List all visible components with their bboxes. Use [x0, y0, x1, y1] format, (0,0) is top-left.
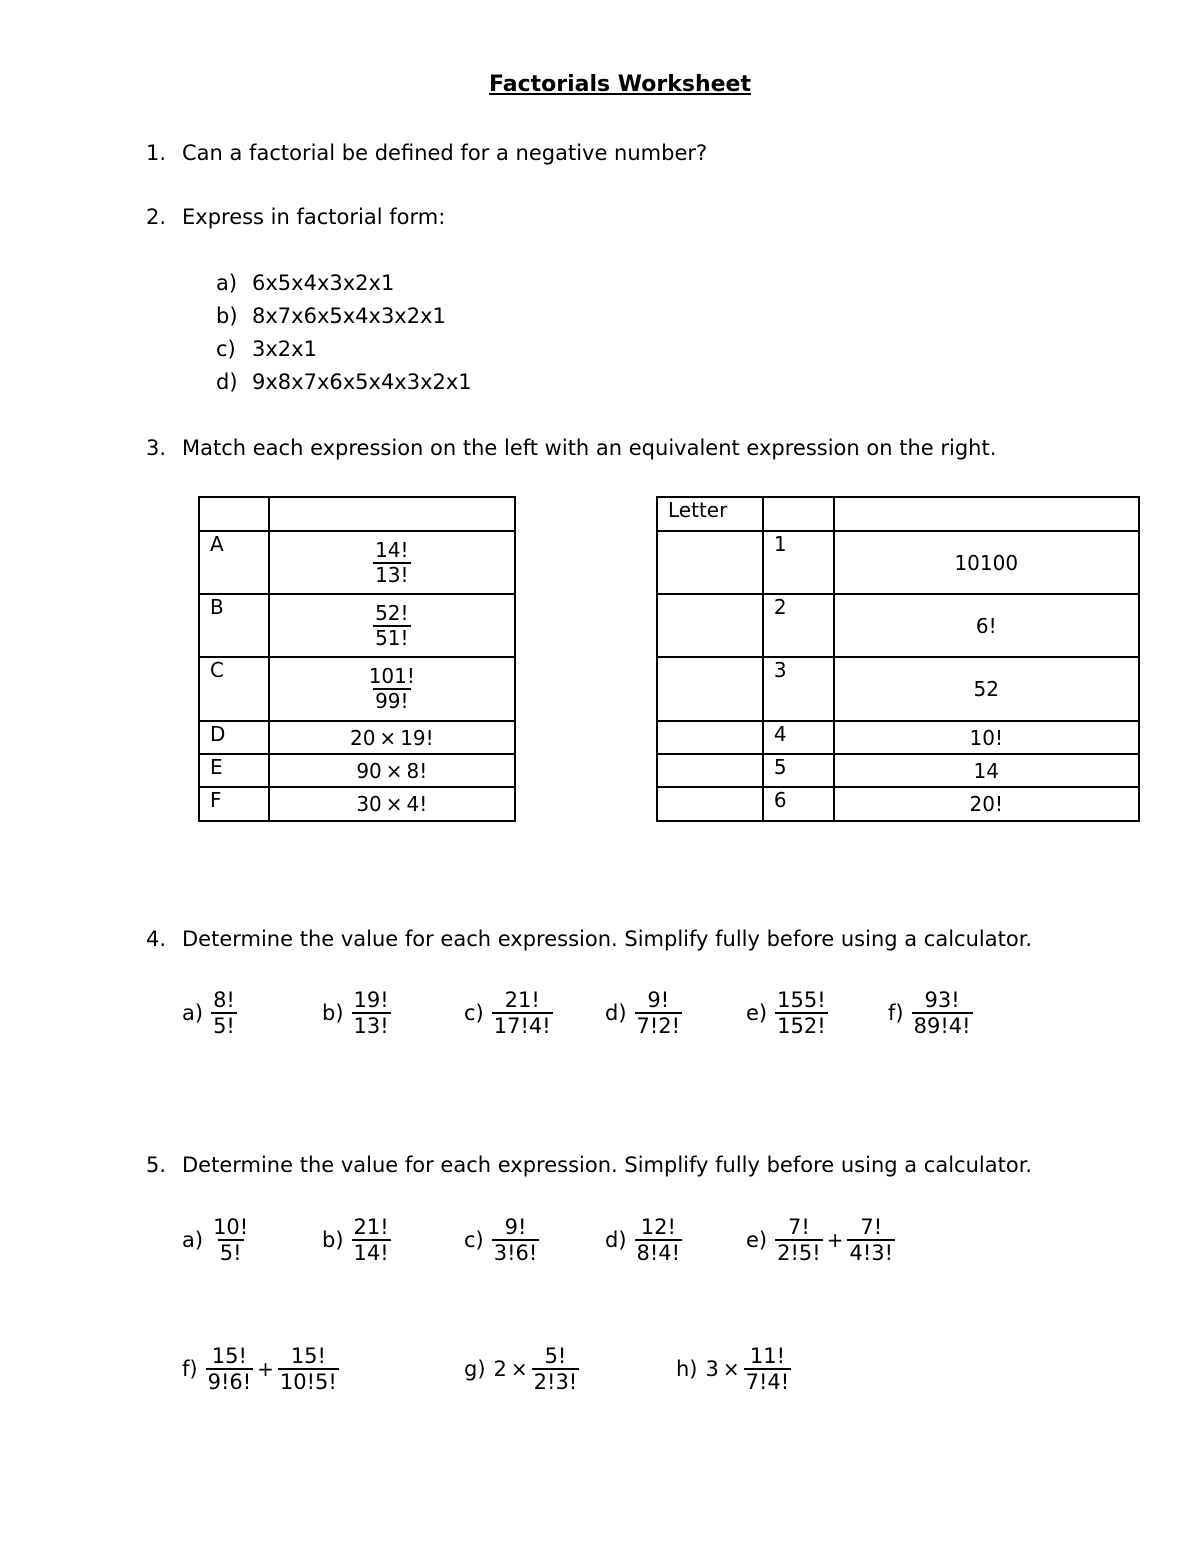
question-number: 3. — [146, 436, 167, 460]
denominator: 13! — [375, 562, 409, 587]
fraction — [211, 1215, 250, 1265]
q5-item — [676, 1344, 791, 1394]
numerator: 9! — [504, 1215, 527, 1239]
row-expression — [269, 787, 515, 821]
header-cell — [834, 497, 1139, 531]
numerator: 101! — [368, 664, 415, 688]
numerator: 5! — [544, 1344, 567, 1368]
answer-letter-cell[interactable] — [657, 531, 763, 594]
item-label: a) — [216, 271, 238, 295]
numerator: 11! — [749, 1344, 785, 1368]
denominator: 5! — [219, 1241, 242, 1266]
denominator: 89!4! — [913, 1014, 971, 1039]
factor: 4! — [406, 792, 428, 816]
item-label: b) — [322, 1228, 344, 1253]
table-row — [199, 657, 515, 721]
denominator: 9!6! — [207, 1370, 252, 1395]
numerator: 8! — [213, 988, 235, 1012]
row-expression — [269, 657, 515, 721]
fraction — [206, 1344, 254, 1394]
question-text: Can a factorial be defined for a negative number? — [182, 141, 708, 165]
item-label: b) — [216, 304, 238, 328]
row-value: 20! — [834, 787, 1139, 821]
item-label: a) — [182, 1001, 204, 1026]
answer-letter-cell[interactable] — [657, 594, 763, 657]
numerator: 9! — [647, 988, 670, 1012]
table-row — [199, 531, 515, 594]
denominator: 14! — [353, 1241, 389, 1266]
header-cell — [199, 497, 269, 531]
q4-item — [322, 988, 391, 1038]
times-sign: × — [510, 1357, 528, 1382]
table-row — [199, 721, 515, 754]
table-row — [657, 787, 1139, 821]
row-expression — [269, 754, 515, 787]
times-sign: × — [385, 792, 403, 816]
numerator: 19! — [353, 988, 389, 1012]
fraction — [367, 665, 417, 713]
item-label: d) — [605, 1001, 627, 1026]
numerator: 52! — [375, 600, 409, 625]
times-sign: × — [385, 758, 403, 783]
fraction — [352, 1215, 391, 1265]
row-value: 6! — [834, 594, 1139, 657]
question-text: Express in factorial form: — [182, 205, 446, 229]
left-match-table — [198, 496, 516, 822]
denominator: 2!3! — [533, 1370, 578, 1395]
question-number: 4. — [146, 927, 167, 951]
times-sign: × — [379, 725, 397, 750]
factor: 19! — [400, 725, 434, 750]
numerator: 93! — [924, 988, 960, 1012]
denominator: 99! — [375, 689, 409, 713]
fraction — [775, 988, 828, 1038]
item-label: c) — [464, 1228, 484, 1253]
numerator: 15! — [211, 1344, 247, 1368]
q5-item — [322, 1215, 391, 1265]
table-row — [199, 787, 515, 821]
factor: 30 — [356, 792, 382, 816]
item-label: b) — [322, 1001, 344, 1026]
row-number: 1 — [763, 531, 834, 594]
item-label: e) — [746, 1228, 768, 1253]
factor: 8! — [406, 758, 428, 783]
item-label: e) — [746, 1001, 768, 1026]
q5-item — [605, 1215, 682, 1265]
denominator: 51! — [375, 625, 409, 650]
numerator: 14! — [375, 537, 409, 562]
fraction — [373, 539, 410, 587]
denominator: 7!2! — [636, 1014, 681, 1039]
table-row — [199, 594, 515, 657]
row-expression — [269, 594, 515, 657]
table-row — [199, 754, 515, 787]
header-cell — [763, 497, 834, 531]
table-row — [657, 657, 1139, 721]
fraction — [492, 988, 553, 1038]
q4-item — [888, 988, 973, 1038]
answer-letter-cell[interactable] — [657, 721, 763, 754]
row-number: 5 — [763, 754, 834, 787]
question-1 — [146, 141, 707, 165]
numerator: 21! — [353, 1215, 389, 1239]
denominator: 2!5! — [777, 1241, 821, 1266]
denominator: 8!4! — [636, 1241, 681, 1266]
coefficient: 3 — [705, 1357, 719, 1382]
fraction — [532, 1344, 580, 1394]
fraction — [492, 1215, 540, 1265]
item-label: c) — [216, 337, 236, 361]
q4-item — [605, 988, 682, 1038]
fraction — [352, 988, 391, 1038]
denominator: 7!4! — [745, 1370, 790, 1395]
fraction — [775, 1215, 823, 1265]
row-letter: F — [199, 787, 269, 821]
header-cell — [269, 497, 515, 531]
worksheet-title: Factorials Worksheet — [489, 72, 751, 97]
factor: 90 — [356, 758, 382, 783]
row-letter: B — [199, 594, 269, 657]
fraction — [635, 1215, 683, 1265]
row-value: 52 — [834, 657, 1139, 721]
q2-item — [216, 271, 394, 295]
answer-letter-cell[interactable] — [657, 754, 763, 787]
question-5 — [146, 1153, 1032, 1177]
row-letter: C — [199, 657, 269, 721]
denominator: 17!4! — [493, 1014, 551, 1039]
q2-item — [216, 304, 446, 328]
numerator: 7! — [860, 1215, 883, 1239]
denominator: 4!3! — [849, 1241, 894, 1266]
denominator: 13! — [353, 1014, 389, 1039]
right-match-table — [656, 496, 1140, 822]
denominator: 5! — [213, 1014, 235, 1039]
item-label: a) — [182, 1228, 204, 1253]
denominator: 152! — [777, 1014, 826, 1039]
fraction — [912, 988, 973, 1038]
numerator: 12! — [640, 1215, 676, 1239]
q4-item — [182, 988, 237, 1038]
table-row — [657, 531, 1139, 594]
item-label: c) — [464, 1001, 484, 1026]
row-expression — [269, 531, 515, 594]
numerator: 7! — [788, 1215, 810, 1239]
item-label: f) — [888, 1001, 904, 1026]
coefficient: 2 — [493, 1357, 507, 1382]
fraction — [744, 1344, 792, 1394]
q4-item — [464, 988, 553, 1038]
letter-header: Letter — [657, 497, 763, 531]
q5-item — [182, 1344, 339, 1394]
row-number: 3 — [763, 657, 834, 721]
row-value: 10! — [834, 721, 1139, 754]
numerator: 155! — [777, 988, 826, 1012]
item-expression: 6x5x4x3x2x1 — [252, 271, 395, 295]
item-label: h) — [676, 1357, 698, 1382]
item-label: d) — [216, 370, 238, 394]
row-letter: A — [199, 531, 269, 594]
table-header-row — [657, 497, 1139, 531]
row-number: 2 — [763, 594, 834, 657]
answer-letter-cell[interactable] — [657, 787, 763, 821]
row-expression — [269, 721, 515, 754]
answer-letter-cell[interactable] — [657, 657, 763, 721]
times-sign: × — [722, 1357, 740, 1382]
question-3 — [146, 436, 996, 460]
q5-item — [746, 1215, 895, 1265]
numerator: 15! — [290, 1344, 326, 1368]
question-text: Match each expression on the left with an equivalent expression on the right. — [182, 436, 997, 460]
question-text: Determine the value for each expression. Simplify fully before using a calculator. — [182, 927, 1033, 951]
table-row — [657, 594, 1139, 657]
item-label: d) — [605, 1228, 627, 1253]
item-expression: 9x8x7x6x5x4x3x2x1 — [252, 370, 472, 394]
denominator: 10!5! — [279, 1370, 337, 1395]
item-expression: 8x7x6x5x4x3x2x1 — [252, 304, 446, 328]
question-text: Determine the value for each expression. Simplify fully before using a calculator. — [182, 1153, 1033, 1177]
item-expression: 3x2x1 — [252, 337, 317, 361]
fraction — [635, 988, 683, 1038]
plus-sign: + — [826, 1228, 844, 1253]
fraction — [847, 1215, 895, 1265]
row-letter: E — [199, 754, 269, 787]
row-value: 14 — [834, 754, 1139, 787]
question-2 — [146, 205, 445, 229]
row-number: 4 — [763, 721, 834, 754]
question-number: 1. — [146, 141, 167, 165]
q5-item — [464, 1344, 579, 1394]
q4-item — [746, 988, 828, 1038]
numerator: 21! — [504, 988, 540, 1012]
q5-item — [182, 1215, 250, 1265]
question-number: 5. — [146, 1153, 167, 1177]
denominator: 3!6! — [493, 1241, 538, 1266]
table-row — [657, 754, 1139, 787]
question-4 — [146, 927, 1032, 951]
q5-item — [464, 1215, 539, 1265]
q2-item — [216, 337, 317, 361]
fraction — [211, 988, 237, 1038]
row-number: 6 — [763, 787, 834, 821]
numerator: 10! — [213, 1215, 249, 1239]
item-label: f) — [182, 1357, 198, 1382]
row-value: 10100 — [834, 531, 1139, 594]
table-row — [657, 721, 1139, 754]
factor: 20 — [349, 725, 376, 750]
q2-item — [216, 370, 472, 394]
fraction — [278, 1344, 339, 1394]
item-label: g) — [464, 1357, 486, 1382]
plus-sign: + — [257, 1357, 274, 1382]
question-number: 2. — [146, 205, 167, 229]
row-letter: D — [199, 721, 269, 754]
table-header-row — [199, 497, 515, 531]
fraction — [373, 602, 410, 650]
